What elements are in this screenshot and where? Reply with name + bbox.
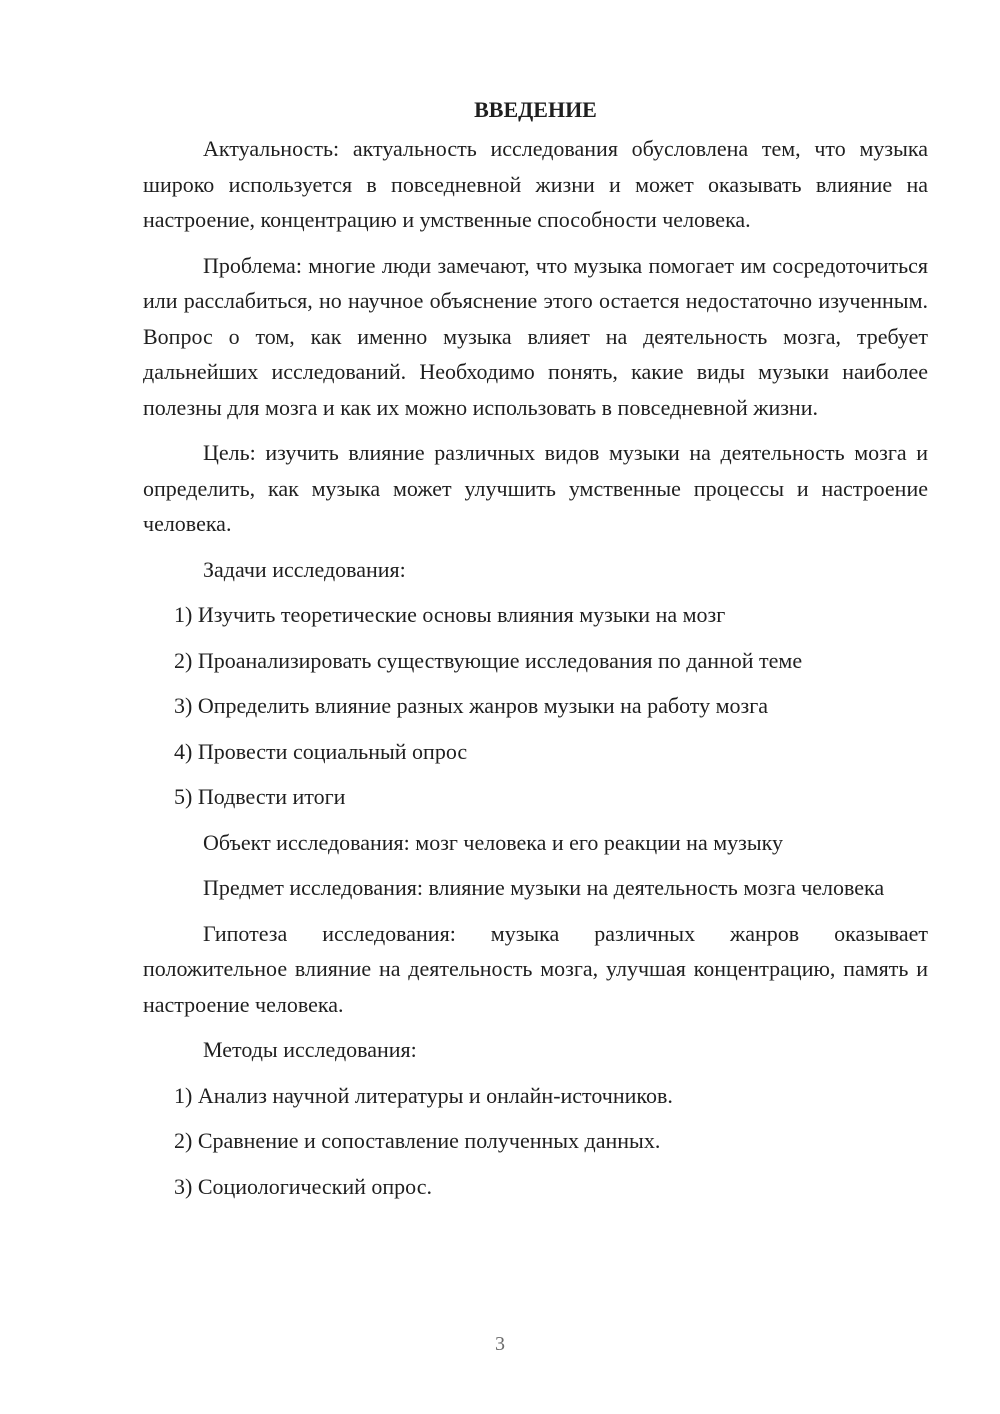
methods-list [143,1078,928,1205]
section-title: ВВЕДЕНИЕ [474,97,597,122]
methods-heading: Методы исследования: [203,1037,417,1062]
list-item: 2) Проанализировать существующие исследования по данной теме [174,647,803,673]
list-item: 3) Определить влияние разных жанров музыки на работу мозга [174,693,769,718]
list-item: 4) Провести социальный опрос [174,738,468,764]
list-item: 1) Изучить теоретические основы влияния музыки на мозг [174,602,726,627]
relevance-paragraph: Актуальность: актуальность исследования обусловлена тем, что музыка широко используется в повседневной жизни и может оказывать влияние на настроение, концентрацию и умственные способности человека. [143,136,928,232]
subject-paragraph: Предмет исследования: влияние музыки на деятельность мозга человека [203,875,885,900]
hypothesis-paragraph: Гипотеза исследования: музыка различных жанров оказывает положительное влияние на деятельность мозга, улучшая концентрацию, память и настроение человека. [143,920,928,1017]
list-item: 1) Анализ научной литературы и онлайн-источников. [174,1082,673,1108]
list-item: 2) Сравнение и сопоставление полученных данных. [174,1128,661,1153]
goal-paragraph: Цель: изучить влияние различных видов музыки на деятельность мозга и определить, как музыка может улучшить умственные процессы и настроение человека. [143,440,928,536]
tasks-list [143,597,928,815]
list-item: 5) Подвести итоги [174,784,346,809]
page-number: 3 [495,1333,505,1355]
object-paragraph: Объект исследования: мозг человека и его реакции на музыку [203,829,783,855]
list-item: 3) Социологический опрос. [174,1173,432,1199]
problem-paragraph: Проблема: многие люди замечают, что музыка помогает им сосредоточиться или расслабиться, но научное объяснение этого остается недостаточно изученным. Вопрос о том, как именно музыка влияет на деятельность мозга, требует дальнейших исследований. Необходимо понять, какие виды музыки наиболее полезны для мозга и как их можно использовать в повседневной жизни. [143,252,928,420]
document-page [143,95,928,1214]
tasks-heading: Задачи исследования: [203,556,406,582]
